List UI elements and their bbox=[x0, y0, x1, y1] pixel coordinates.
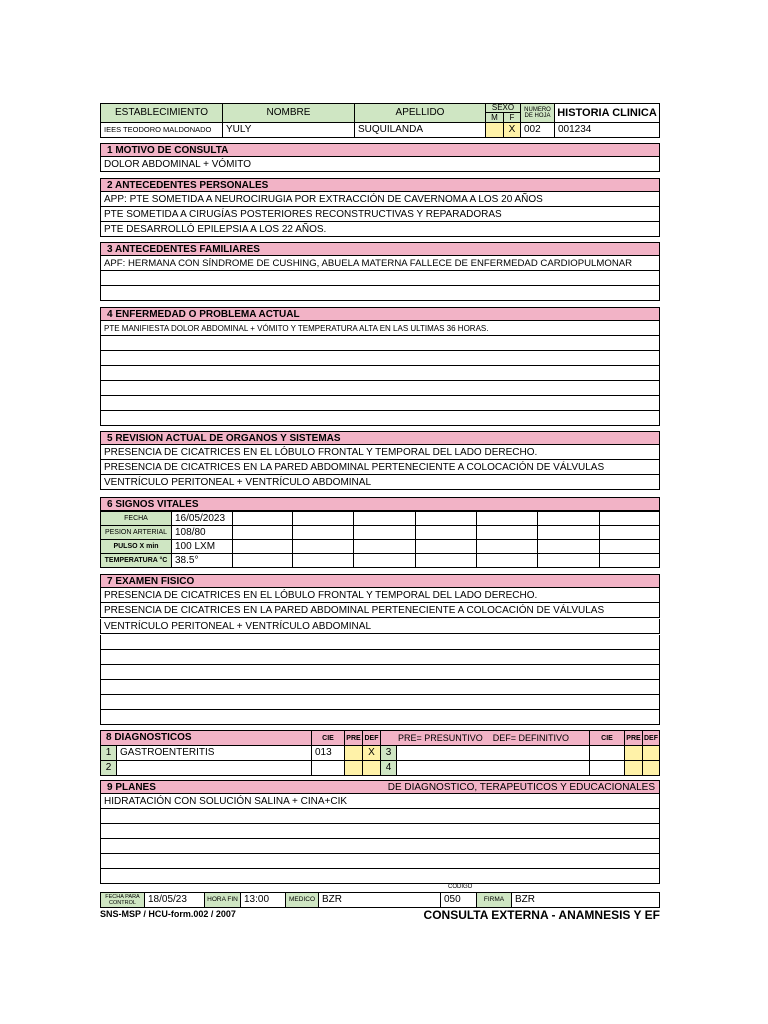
dx-def-label-2: DEF bbox=[642, 730, 660, 746]
enfermedad-actual-line[interactable] bbox=[100, 396, 660, 411]
antecedentes-familiares-line[interactable]: APF: HERMANA CON SÍNDROME DE CUSHING, ABUELA MATERNA FALLECE DE ENFERMEDAD CARDIOPULMONAR bbox=[100, 256, 660, 271]
section-motivo-header: 1 MOTIVO DE CONSULTA bbox=[100, 143, 660, 157]
col-establecimiento-label: ESTABLECIMIENTO bbox=[100, 103, 223, 123]
revision-organos-line[interactable]: VENTRÍCULO PERITONEAL + VENTRÍCULO ABDOMINAL bbox=[100, 475, 660, 490]
planes-line[interactable] bbox=[100, 839, 660, 854]
vitals-empty-cell[interactable] bbox=[232, 553, 293, 568]
enfermedad-actual-line[interactable] bbox=[100, 336, 660, 351]
section-revision-organos-header: 5 REVISION ACTUAL DE ORGANOS Y SISTEMAS bbox=[100, 431, 660, 445]
examen-fisico-line[interactable] bbox=[100, 695, 660, 710]
vitals-label-pulso: PULSO X min bbox=[100, 539, 172, 554]
vitals-empty-cell[interactable] bbox=[353, 539, 416, 554]
enfermedad-actual-line[interactable]: PTE MANIFIESTA DOLOR ABDOMINAL + VÓMITO Y TEMPERATURA ALTA EN LAS ULTIMAS 36 HORAS. bbox=[100, 321, 660, 336]
fecha-control-value[interactable]: 18/05/23 bbox=[144, 892, 205, 908]
sexo-m-checkbox[interactable] bbox=[485, 122, 504, 138]
hora-fin-label: HORA FIN bbox=[204, 892, 241, 908]
codigo-value[interactable]: 050 bbox=[440, 892, 477, 908]
vitals-empty-cell[interactable] bbox=[537, 553, 600, 568]
medico-label: MEDICO bbox=[285, 892, 319, 908]
dx-number: 4 bbox=[380, 760, 397, 776]
nombre-value[interactable]: YULY bbox=[222, 122, 355, 138]
antecedentes-familiares-line[interactable] bbox=[100, 286, 660, 301]
section-examen-fisico-header: 7 EXAMEN FISICO bbox=[100, 574, 660, 588]
vitals-empty-cell[interactable] bbox=[476, 525, 538, 540]
examen-fisico-line[interactable]: PRESENCIA DE CICATRICES EN LA PARED ABDOMINAL PERTENECIENTE A COLOCACIÓN DE VÁLVULAS bbox=[100, 603, 660, 618]
vitals-empty-cell[interactable] bbox=[537, 525, 600, 540]
vitals-empty-cell[interactable] bbox=[415, 553, 477, 568]
vitals-value-fecha[interactable]: 16/05/2023 bbox=[171, 511, 233, 526]
dx-cie[interactable] bbox=[311, 760, 345, 776]
form-footer-title: CONSULTA EXTERNA - ANAMNESIS Y EF bbox=[423, 908, 660, 922]
sexo-f-label: F bbox=[503, 112, 521, 123]
enfermedad-actual-line[interactable] bbox=[100, 366, 660, 381]
dx-cie-label: CIE bbox=[311, 730, 345, 746]
dx-def-checkbox[interactable] bbox=[362, 760, 381, 776]
apellido-value[interactable]: SUQUILANDA bbox=[354, 122, 486, 138]
dx-pre-checkbox[interactable] bbox=[344, 745, 363, 761]
col-hoja-label: NUMERO DE HOJA bbox=[520, 103, 555, 123]
planes-title: 9 PLANES bbox=[107, 781, 156, 793]
dx-pre-checkbox[interactable] bbox=[624, 745, 643, 761]
vitals-empty-cell[interactable] bbox=[353, 553, 416, 568]
col-apellido-label: APELLIDO bbox=[354, 103, 486, 123]
vitals-label-temperatura: TEMPERATURA °C bbox=[100, 553, 172, 568]
hora-fin-value[interactable]: 13:00 bbox=[240, 892, 286, 908]
vitals-value-temperatura[interactable]: 38.5° bbox=[171, 553, 233, 568]
dx-def-label: DEF bbox=[362, 730, 381, 746]
dx-def-checkbox[interactable] bbox=[642, 760, 660, 776]
hoja-value[interactable]: 002 bbox=[520, 122, 555, 138]
section-antecedentes-familiares-header: 3 ANTECEDENTES FAMILIARES bbox=[100, 242, 660, 256]
vitals-empty-cell[interactable] bbox=[232, 511, 293, 526]
fecha-control-label: FECHA PARA CONTROL bbox=[100, 892, 145, 908]
vitals-empty-cell[interactable] bbox=[353, 511, 416, 526]
vitals-empty-cell[interactable] bbox=[599, 525, 660, 540]
dx-pre-checkbox[interactable] bbox=[624, 760, 643, 776]
examen-fisico-line[interactable]: VENTRÍCULO PERITONEAL + VENTRÍCULO ABDOMINAL bbox=[100, 619, 660, 634]
vitals-empty-cell[interactable] bbox=[232, 539, 293, 554]
dx-legend: PRE= PRESUNTIVO DEF= DEFINITIVO bbox=[398, 733, 570, 743]
dx-pre-label: PRE bbox=[344, 730, 363, 746]
enfermedad-actual-line[interactable] bbox=[100, 381, 660, 396]
planes-line[interactable] bbox=[100, 809, 660, 824]
vitals-label-presion: PESION ARTERIAL bbox=[100, 525, 172, 540]
dx-cie[interactable] bbox=[589, 745, 625, 761]
medico-value[interactable]: BZR bbox=[318, 892, 441, 908]
vitals-empty-cell[interactable] bbox=[476, 511, 538, 526]
dx-text[interactable]: GASTROENTERITIS bbox=[116, 745, 312, 761]
vitals-empty-cell[interactable] bbox=[599, 553, 660, 568]
planes-subtitle: DE DIAGNOSTICO, TERAPEUTICOS Y EDUCACIONALES bbox=[387, 781, 655, 793]
antecedentes-personales-line[interactable]: PTE DESARROLLÓ EPILEPSIA A LOS 22 AÑOS. bbox=[100, 222, 660, 237]
vitals-empty-cell[interactable] bbox=[292, 525, 354, 540]
vitals-label-fecha: FECHA bbox=[100, 511, 172, 526]
planes-line[interactable]: HIDRATACIÓN CON SOLUCIÓN SALINA + CINA+CIK bbox=[100, 794, 660, 809]
motivo-line[interactable]: DOLOR ABDOMINAL + VÓMITO bbox=[100, 157, 660, 172]
vitals-empty-cell[interactable] bbox=[537, 539, 600, 554]
planes-line[interactable] bbox=[100, 824, 660, 839]
vitals-empty-cell[interactable] bbox=[476, 553, 538, 568]
vitals-empty-cell[interactable] bbox=[232, 525, 293, 540]
vitals-empty-cell[interactable] bbox=[599, 539, 660, 554]
revision-organos-line[interactable]: PRESENCIA DE CICATRICES EN EL LÓBULO FRONTAL Y TEMPORAL DEL LADO DERECHO. bbox=[100, 445, 660, 460]
vitals-empty-cell[interactable] bbox=[537, 511, 600, 526]
vitals-empty-cell[interactable] bbox=[415, 539, 477, 554]
dx-number: 2 bbox=[100, 760, 117, 776]
firma-value[interactable]: BZR bbox=[511, 892, 660, 908]
form-id: SNS-MSP / HCU-form.002 / 2007 bbox=[100, 909, 236, 919]
dx-cie-label-2: CIE bbox=[589, 730, 625, 746]
examen-fisico-line[interactable]: PRESENCIA DE CICATRICES EN EL LÓBULO FRONTAL Y TEMPORAL DEL LADO DERECHO. bbox=[100, 588, 660, 603]
planes-line[interactable] bbox=[100, 854, 660, 869]
vitals-empty-cell[interactable] bbox=[292, 511, 354, 526]
dx-def-checkbox[interactable]: X bbox=[362, 745, 381, 761]
section-planes-header bbox=[100, 780, 660, 794]
historia-value[interactable]: 001234 bbox=[554, 122, 660, 138]
dx-def-checkbox[interactable] bbox=[642, 745, 660, 761]
vitals-empty-cell[interactable] bbox=[292, 553, 354, 568]
examen-fisico-line[interactable] bbox=[100, 665, 660, 680]
firma-label: FIRMA bbox=[476, 892, 512, 908]
dx-pre-label-2: PRE bbox=[624, 730, 643, 746]
dx-cie[interactable] bbox=[589, 760, 625, 776]
section-diagnosticos-header: 8 DIAGNOSTICOS bbox=[106, 732, 192, 743]
col-nombre-label: NOMBRE bbox=[222, 103, 355, 123]
enfermedad-actual-line[interactable] bbox=[100, 411, 660, 426]
vitals-empty-cell[interactable] bbox=[292, 539, 354, 554]
dx-text[interactable] bbox=[396, 745, 590, 761]
vitals-empty-cell[interactable] bbox=[415, 511, 477, 526]
col-sexo-label: SEXO bbox=[485, 103, 521, 113]
dx-number: 1 bbox=[100, 745, 117, 761]
planes-line[interactable] bbox=[100, 869, 660, 884]
examen-fisico-line[interactable] bbox=[100, 710, 660, 725]
vitals-empty-cell[interactable] bbox=[476, 539, 538, 554]
dx-number: 3 bbox=[380, 745, 397, 761]
vitals-value-presion[interactable]: 108/80 bbox=[171, 525, 233, 540]
dx-pre-checkbox[interactable] bbox=[344, 760, 363, 776]
section-signos-vitales-header: 6 SIGNOS VITALES bbox=[100, 497, 660, 511]
dx-text[interactable] bbox=[396, 760, 590, 776]
sexo-f-checkbox[interactable]: X bbox=[503, 122, 521, 138]
examen-fisico-line[interactable] bbox=[100, 680, 660, 695]
form-title: HISTORIA CLINICA bbox=[554, 103, 660, 123]
examen-fisico-line[interactable] bbox=[100, 635, 660, 650]
antecedentes-personales-line[interactable]: PTE SOMETIDA A CIRUGÍAS POSTERIORES RECONSTRUCTIVAS Y REPARADORAS bbox=[100, 207, 660, 222]
dx-text[interactable] bbox=[116, 760, 312, 776]
vitals-empty-cell[interactable] bbox=[599, 511, 660, 526]
dx-cie[interactable]: 013 bbox=[311, 745, 345, 761]
section-antecedentes-personales-header: 2 ANTECEDENTES PERSONALES bbox=[100, 178, 660, 192]
revision-organos-line[interactable]: PRESENCIA DE CICATRICES EN LA PARED ABDOMINAL PERTENECIENTE A COLOCACIÓN DE VÁLVULAS bbox=[100, 460, 660, 475]
codigo-label: CODIGO bbox=[448, 884, 473, 890]
enfermedad-actual-line[interactable] bbox=[100, 351, 660, 366]
sexo-m-label: M bbox=[485, 112, 504, 123]
antecedentes-personales-line[interactable]: APP: PTE SOMETIDA A NEUROCIRUGIA POR EXTRACCIÓN DE CAVERNOMA A LOS 20 AÑOS bbox=[100, 192, 660, 207]
examen-fisico-line[interactable] bbox=[100, 650, 660, 665]
vitals-value-pulso[interactable]: 100 LXM bbox=[171, 539, 233, 554]
antecedentes-familiares-line[interactable] bbox=[100, 271, 660, 286]
establecimiento-value[interactable]: IEES TEODORO MALDONADO bbox=[100, 122, 223, 138]
vitals-empty-cell[interactable] bbox=[353, 525, 416, 540]
section-enfermedad-actual-header: 4 ENFERMEDAD O PROBLEMA ACTUAL bbox=[100, 307, 660, 321]
vitals-empty-cell[interactable] bbox=[415, 525, 477, 540]
